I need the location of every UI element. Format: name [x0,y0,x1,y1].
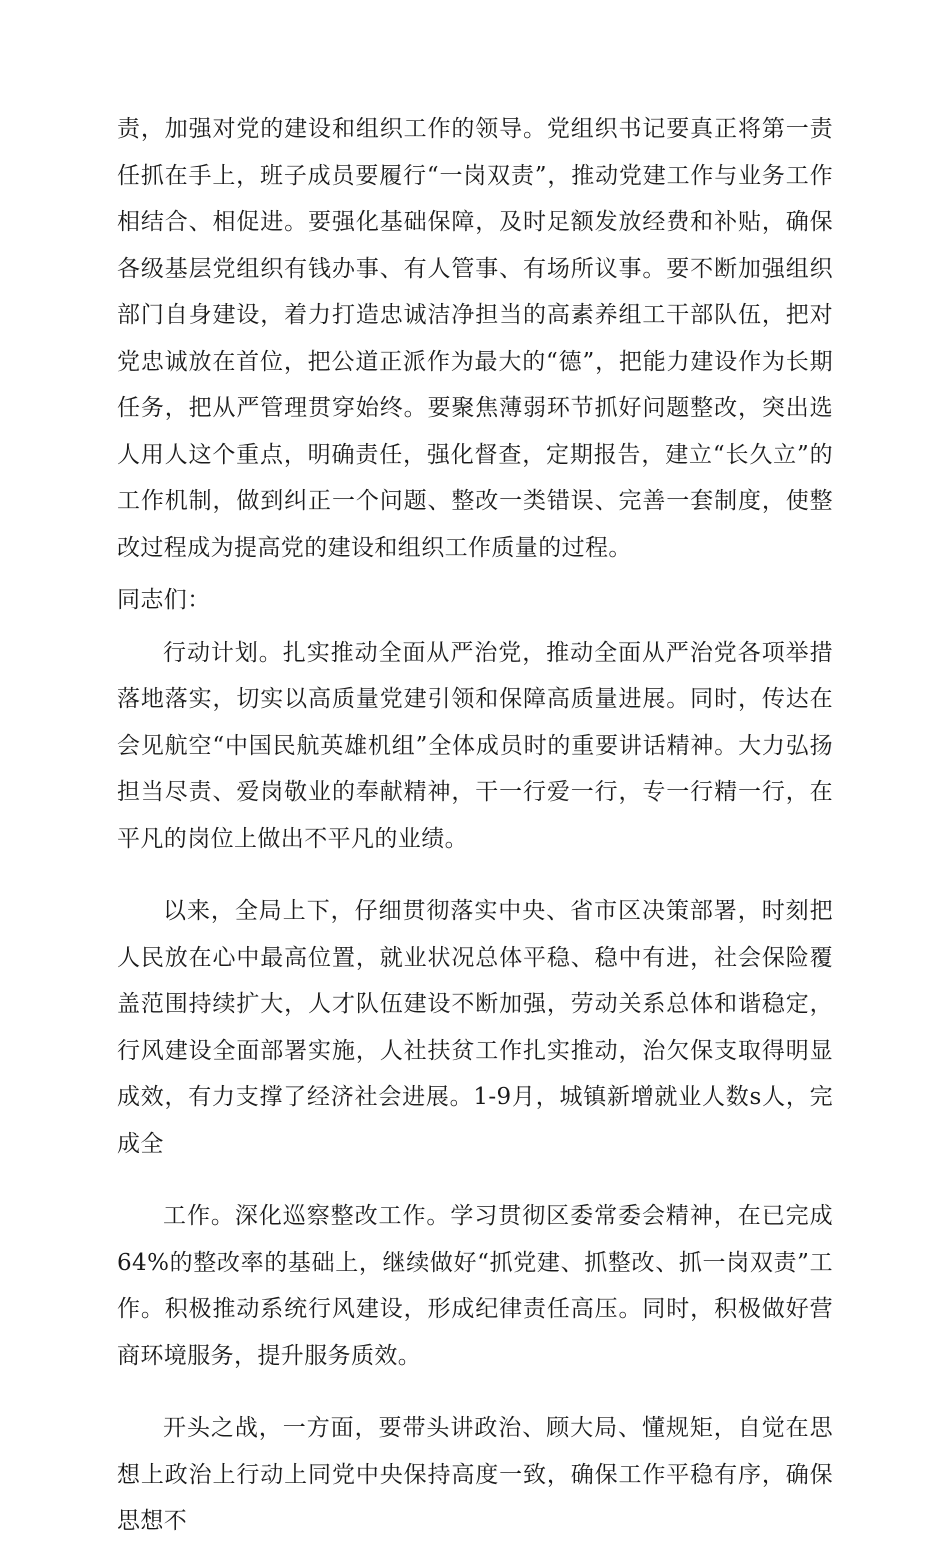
paragraph-action-plan: 行动计划。扎实推动全面从严治党，推动全面从严治党各项举措落地落实，切实以高质量党建引领和保障高质量进展。同时，传达在会见航空“中国民航英雄机组”全体成员时的重要讲话精神。大力弘扬担当尽责、爱岗敬业的奉献精神，干一行爱一行，专一行精一行，在平凡的岗位上做出不平凡的业绩。 [117,639,833,852]
paragraph-salutation: 同志们： [117,587,211,613]
paragraph-progress-summary: 以来，全局上下，仔细贯彻落实中央、省市区决策部署，时刻把人民放在心中最高位置，就业状况总体平稳、稳中有进，社会保险覆盖范围持续扩大，人才队伍建设不断加强，劳动关系总体和谐稳定，行风建设全面部署实施，人社扶贫工作扎实推动，治欠保支取得明显成效，有力支撑了经济社会进展。1-9月，城镇新增就业人数s人，完成全 [117,898,833,1157]
document-body [117,106,833,1545]
paragraph-party-building-leadership: 责，加强对党的建设和组织工作的领导。党组织书记要真正将第一责任抓在手上，班子成员要履行“一岗双责”，推动党建工作与业务工作相结合、相促进。要强化基础保障，及时足额发放经费和补贴，确保各级基层党组织有钱办事、有人管事、有场所议事。要不断加强组织部门自身建设，着力打造忠诚洁净担当的高素养组工干部队伍，把对党忠诚放在首位，把公道正派作为最大的“德”，把能力建设作为长期任务，把从严管理贯穿始终。要聚焦薄弱环节抓好问题整改，突出选人用人这个重点，明确责任，强化督查，定期报告，建立“长久立”的工作机制，做到纠正一个问题、整改一类错误、完善一套制度，使整改过程成为提高党的建设和组织工作质量的过程。 [117,116,833,561]
paragraph-opening-battle: 开头之战，一方面，要带头讲政治、顾大局、懂规矩，自觉在思想上政治上行动上同党中央保持高度一致，确保工作平稳有序，确保思想不 [117,1415,833,1534]
paragraph-inspection-rectification: 工作。深化巡察整改工作。学习贯彻区委常委会精神，在已完成64%的整改率的基础上，继续做好“抓党建、抓整改、抓一岗双责”工作。积极推动系统行风建设，形成纪律责任高压。同时，积极做好营商环境服务，提升服务质效。 [117,1203,833,1369]
